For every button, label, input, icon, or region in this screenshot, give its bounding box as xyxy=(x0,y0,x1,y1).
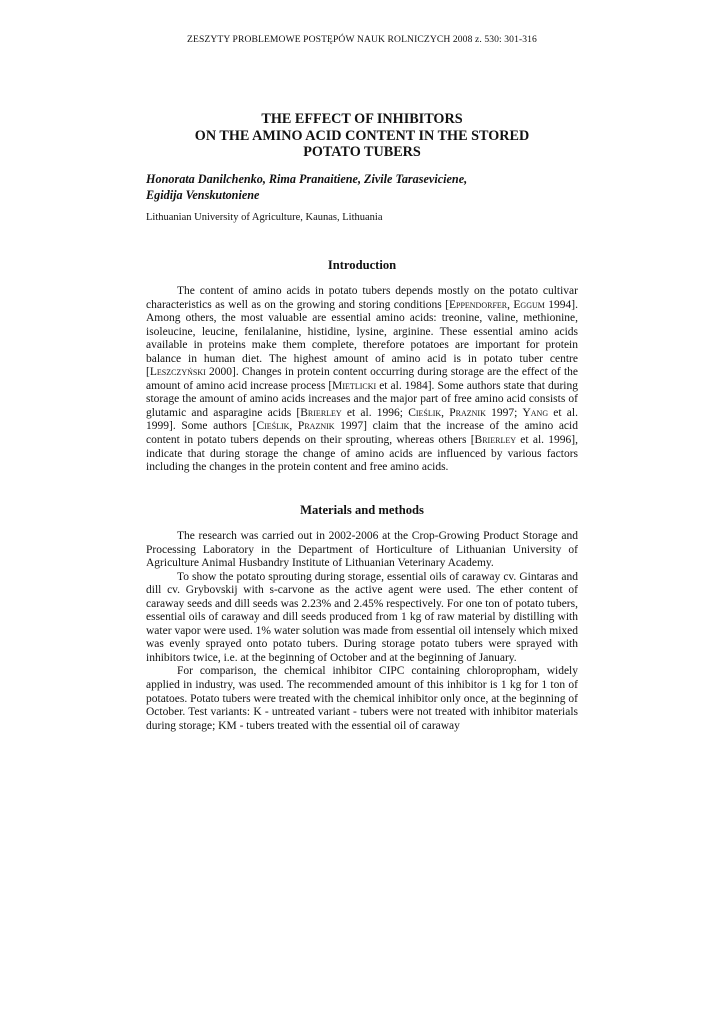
citation-author: Cieślik, Praznik xyxy=(256,420,335,433)
paper-title xyxy=(146,111,578,161)
text-run: 1997; xyxy=(485,406,523,419)
paragraph: The research was carried out in 2002-2006 at the Crop-Growing Product Storage and Processing Laboratory in the Department of Horticulture of Lithuanian University of Agriculture Animal Husbandry Institute of Lithuanian Veterinary Academy. xyxy=(146,530,578,570)
running-header: ZESZYTY PROBLEMOWE POSTĘPÓW NAUK ROLNICZYCH 2008 z. 530: 301-316 xyxy=(187,34,537,45)
citation-author: Cieślik, Praznik xyxy=(408,406,486,419)
citation-author: Brierley xyxy=(474,434,516,447)
citation-author: Leszczyński xyxy=(149,366,206,379)
text-run: et al. 1999]. Some authors [ xyxy=(146,406,578,433)
author-line: Egidija Venskutoniene xyxy=(146,187,260,202)
text-run: et al. 1984]. Some authors state that during storage the amount of amino acids increases and the major part of free amino acid consists of glutamic and asparagine acids [ xyxy=(146,379,578,419)
methods-body xyxy=(146,530,578,733)
citation-author: Brierley xyxy=(300,406,342,419)
section-heading-methods: Materials and methods xyxy=(300,503,424,517)
text-run: 2000]. Changes in protein content occurring during storage are the effect of the amount of amino acid increase process [ xyxy=(146,366,578,392)
author-line: Honorata Danilchenko, Rima Pranaitiene, Zivile Taraseviciene, xyxy=(146,172,468,186)
introduction-body xyxy=(146,285,578,475)
citation-author: Eppendorfer, Eggum xyxy=(448,298,545,311)
paragraph: To show the potato sprouting during storage, essential oils of caraway cv. Gintaras and dill cv. Grybovskij with s-carvone as the active agent were used. The ether content of caraway seeds and dill seeds was 2.23% and 2.45% respectively. For one ton of potato tubers, essential oils of caraway and dill seeds produced from 1 kg of raw material by distilling with water vapor were used. 1% water solution was made from essential oil intensely which mixed was evenly sprayed onto potato tubers. During storage potato tubers were sprayed with inhibitors twice, i.e. at the beginning of October and at the beginning of January. xyxy=(146,570,578,664)
title-line: ON THE AMINO ACID CONTENT IN THE STORED xyxy=(194,127,530,144)
author-list xyxy=(146,172,586,203)
text-run: The content of amino acids in potato tubers depends mostly on the potato cultivar characteristics as well as on the growing and storing conditions [ xyxy=(146,285,578,311)
text-run: et al. 1996; xyxy=(341,406,409,419)
title-line: THE EFFECT OF INHIBITORS xyxy=(261,111,463,127)
text-run: 1994]. Among others, the most valuable are essential amino acids: treonine, valine, methionine, isoleucine, leucine, fenilalanine, histidine, lysine, arginine. These essential amino acids available in proteins make them complete, therefore potatoes are important for protein balance in human diet. The highest amount of amino acid is in potato tuber centre [ xyxy=(146,298,578,379)
paragraph xyxy=(146,285,578,475)
paragraph: For comparison, the chemical inhibitor CIPC containing chloropropham, widely applied in industry, was used. The recommended amount of this inhibitor is 1 kg for 1 ton of potatoes. Potato tubers were treated with the chemical inhibitor only once, at the beginning of October. Test variants: K - untreated variant - tubers were not treated with inhibitor materials during storage; KM - tubers treated with the essential oil of caraway xyxy=(146,665,578,732)
title-line: POTATO TUBERS xyxy=(303,144,421,161)
text-run: 1997] claim that the increase of the amino acid content in potato tubers depends on their sprouting, whereas others [ xyxy=(146,420,578,447)
citation-author: Mietlicki xyxy=(332,379,377,392)
citation-author: Yang xyxy=(522,406,549,419)
text-run: et al. 1996], indicate that during storage the change of amino acids are influenced by various factors including the changes in the protein content and free amino acids. xyxy=(146,434,578,474)
affiliation: Lithuanian University of Agriculture, Kaunas, Lithuania xyxy=(146,212,383,223)
section-heading-introduction: Introduction xyxy=(327,258,397,272)
